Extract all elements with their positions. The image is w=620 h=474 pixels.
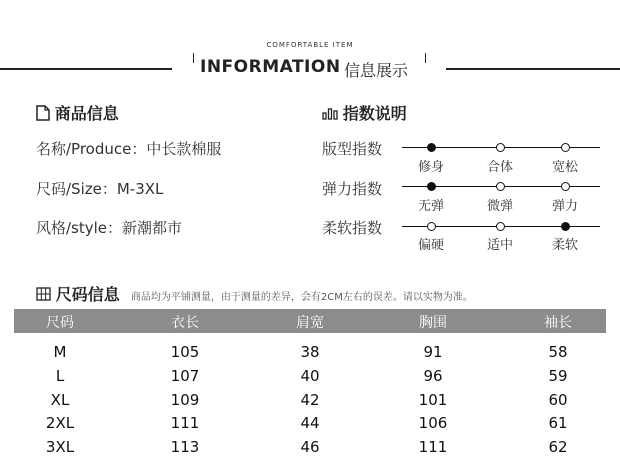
- index-dot-softness-1: [496, 222, 505, 231]
- index-option-softness-1: 适中: [486, 238, 513, 253]
- table-cell-sleeve: 58: [548, 343, 568, 361]
- table-cell-sleeve: 60: [548, 391, 568, 409]
- index-dot-fit-0: [427, 143, 436, 152]
- page-title: INFORMATION: [200, 57, 341, 77]
- table-cell-shoulder: 46: [300, 438, 320, 456]
- table-cell-chest: 91: [423, 343, 443, 361]
- header-tick-right: [425, 53, 426, 63]
- index-label-softness: 柔软指数: [322, 219, 383, 237]
- index-dot-elastic-2: [561, 182, 570, 191]
- index-dot-fit-1: [496, 143, 505, 152]
- index-heading: 指数说明: [342, 104, 407, 123]
- index-option-fit-2: 宽松: [551, 160, 578, 175]
- index-dot-fit-2: [561, 143, 570, 152]
- table-cell-shoulder: 42: [300, 391, 320, 409]
- index-dot-softness-0: [427, 222, 436, 231]
- table-cell-shoulder: 38: [300, 343, 320, 361]
- index-label-fit: 版型指数: [322, 140, 383, 158]
- table-cell-shoulder: 44: [300, 414, 320, 432]
- index-option-softness-2: 柔软: [551, 238, 578, 253]
- table-cell-size: L: [55, 367, 65, 385]
- product-style: 风格/style：新潮都市: [36, 219, 183, 237]
- index-option-softness-0: 偏硬: [417, 238, 444, 253]
- column-header-chest: 胸围: [419, 315, 447, 331]
- table-cell-size: 3XL: [45, 438, 75, 456]
- document-icon: [36, 105, 55, 123]
- column-header-sleeve: 袖长: [544, 315, 572, 331]
- table-cell-length: 111: [170, 414, 200, 432]
- table-cell-sleeve: 61: [548, 414, 568, 432]
- column-header-length: 衣长: [171, 315, 199, 331]
- page-subtitle: 信息展示: [344, 61, 409, 80]
- index-option-elastic-2: 弹力: [551, 199, 578, 214]
- table-cell-length: 109: [170, 391, 200, 409]
- header-divider-left: [0, 68, 172, 70]
- product-name: 名称/Produce：中长款棉服: [36, 140, 222, 158]
- size-chart-note: 商品均为平铺测量，由于测量的差异，会有2CM左右的误差。请以实物为准。: [130, 292, 473, 303]
- size-chart-heading: 尺码信息: [55, 285, 120, 304]
- table-cell-size: 2XL: [45, 414, 75, 432]
- table-cell-chest: 101: [418, 391, 448, 409]
- table-cell-chest: 111: [418, 438, 448, 456]
- header-divider-right: [446, 68, 620, 70]
- size-chart-heading-row: [36, 282, 473, 305]
- index-section: [322, 101, 407, 124]
- index-option-elastic-1: 微弹: [486, 199, 513, 214]
- index-label-elastic: 弹力指数: [322, 180, 383, 198]
- table-cell-sleeve: 59: [548, 367, 568, 385]
- table-cell-size: M: [53, 343, 67, 361]
- table-cell-chest: 106: [418, 414, 448, 432]
- index-dot-elastic-1: [496, 182, 505, 191]
- column-header-shoulder: 肩宽: [296, 315, 324, 331]
- product-size: 尺码/Size：M-3XL: [36, 180, 164, 198]
- product-info-heading: 商品信息: [54, 104, 119, 123]
- table-cell-length: 113: [170, 438, 200, 456]
- index-option-elastic-0: 无弹: [417, 199, 444, 214]
- product-info-section: [36, 101, 119, 124]
- tagline: COMFORTABLE ITEM: [266, 41, 354, 49]
- bar-chart-icon: [322, 105, 343, 123]
- index-option-fit-0: 修身: [417, 160, 444, 175]
- table-cell-shoulder: 40: [300, 367, 320, 385]
- column-header-size: 尺码: [46, 315, 74, 331]
- table-cell-length: 105: [170, 343, 200, 361]
- table-cell-sleeve: 62: [548, 438, 568, 456]
- table-cell-length: 107: [170, 367, 200, 385]
- grid-icon: [36, 286, 56, 304]
- table-cell-chest: 96: [423, 367, 443, 385]
- table-cell-size: XL: [50, 391, 70, 409]
- index-dot-softness-2: [561, 222, 570, 231]
- index-option-fit-1: 合体: [486, 160, 513, 175]
- index-dot-elastic-0: [427, 182, 436, 191]
- header-tick-left: [193, 53, 194, 63]
